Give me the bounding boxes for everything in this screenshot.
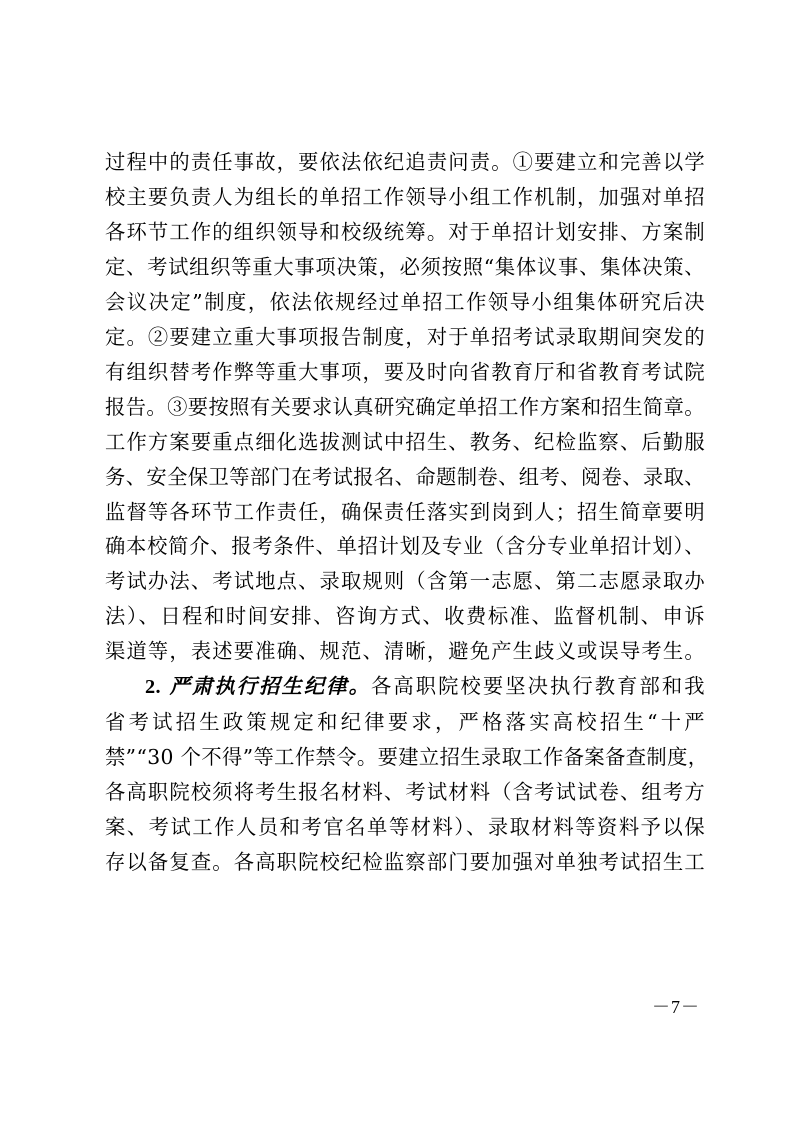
paragraph-line: 会议决定”制度，依法依规经过单招工作领导小组集体研究后决 <box>105 289 705 314</box>
section-first-line-text: 各高职院校要坚决执行教育部和我 <box>370 674 705 699</box>
section-heading-line <box>105 669 705 705</box>
paragraph-line: 务、安全保卫等部门在考试报名、命题制卷、组考、阅卷、录取、 <box>105 464 705 489</box>
body-text <box>105 145 709 880</box>
paragraph-line: 定。②要建立重大事项报告制度，对于单招考试录取期间突发的 <box>105 324 705 349</box>
paragraph-line: 监督等各环节工作责任，确保责任落实到岗到人；招生简章要明 <box>105 499 705 524</box>
page-number: －7－ <box>652 997 700 1017</box>
paragraph-line: 确本校简介、报考条件、单招计划及专业（含分专业单招计划）、 <box>105 534 705 559</box>
paragraph-line: 过程中的责任事故，要依法依纪追责问责。①要建立和完善以学 <box>105 150 705 174</box>
paragraph-line: 有组织替考作弊等重大事项，要及时向省教育厅和省教育考试院 <box>105 359 705 384</box>
paragraph-line: 法）、日程和时间安排、咨询方式、收费标准、监督机制、申诉 <box>105 604 705 629</box>
paragraph-line: 校主要负责人为组长的单招工作领导小组工作机制，加强对单招 <box>105 184 705 209</box>
section-heading: 严肃执行招生纪律。 <box>169 674 371 699</box>
paragraph-line: 渠道等，表述要准确、规范、清晰，避免产生歧义或误导考生。 <box>105 639 705 664</box>
paragraph-line: 工作方案要重点细化选拔测试中招生、教务、纪检监察、后勤服 <box>105 429 705 454</box>
paragraph-line: 各环节工作的组织领导和校级统筹。对于单招计划安排、方案制 <box>105 219 705 244</box>
paragraph-line: 禁”“30 个不得”等工作禁令。要建立招生录取工作备案备查制度， <box>105 745 709 770</box>
paragraph-line: 定、考试组织等重大事项决策，必须按照“集体议事、集体决策、 <box>105 254 705 279</box>
section-number: 2. <box>145 676 162 699</box>
paragraph-line: 存以备复查。各高职院校纪检监察部门要加强对单独考试招生工 <box>105 850 705 875</box>
paragraph-line: 案、考试工作人员和考官名单等材料）、录取材料等资料予以保 <box>105 815 705 840</box>
paragraph-line: 各高职院校须将考生报名材料、考试材料（含考试试卷、组考方 <box>105 780 705 805</box>
paragraph-line: 报告。③要按照有关要求认真研究确定单招工作方案和招生简章。 <box>105 394 705 419</box>
paragraph-line: 考试办法、考试地点、录取规则（含第一志愿、第二志愿录取办 <box>105 569 705 594</box>
paragraph-line: 省考试招生政策规定和纪律要求，严格落实高校招生“十严 <box>105 710 705 735</box>
